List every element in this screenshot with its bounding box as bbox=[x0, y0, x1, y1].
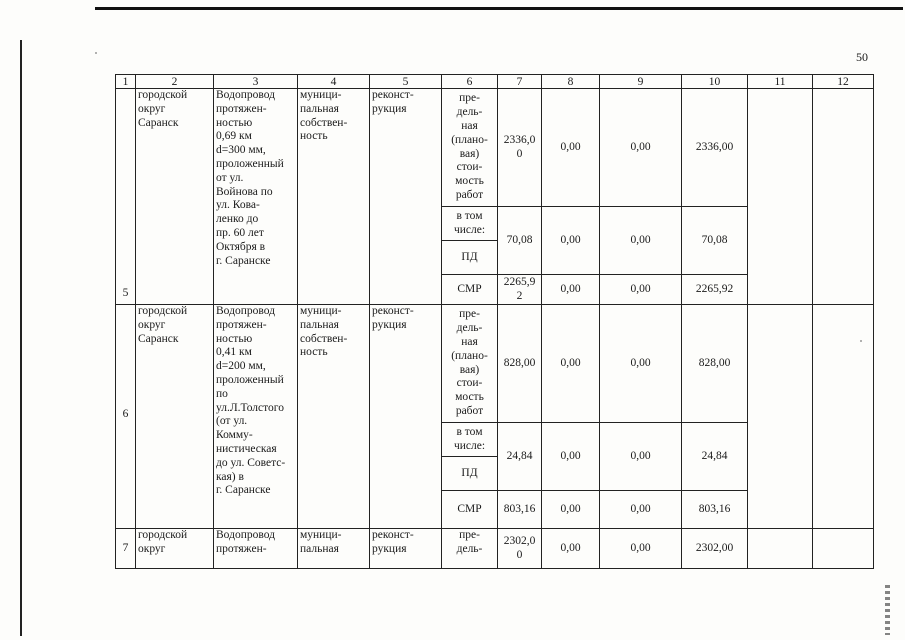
cost-label-cell: пре- дель- ная (плано- вая) стои- мость работ bbox=[442, 89, 498, 207]
table-row bbox=[116, 89, 874, 207]
cost-value-cell: 0,00 bbox=[600, 305, 682, 423]
including-label-cell: в том числе: bbox=[442, 207, 498, 241]
district-cell: городской округ Саранск bbox=[136, 89, 214, 305]
investment-table bbox=[115, 74, 874, 569]
header-row bbox=[116, 75, 874, 89]
smr-value-cell: 0,00 bbox=[542, 275, 600, 305]
district-cell: городской округ bbox=[136, 529, 214, 569]
cost-value-cell: 0,00 bbox=[600, 89, 682, 207]
including-label-cell: в том числе: bbox=[442, 423, 498, 457]
column-number: 2 bbox=[136, 75, 214, 89]
row-number: 6 bbox=[116, 305, 136, 529]
column-number: 12 bbox=[813, 75, 874, 89]
pd-value-cell: 0,00 bbox=[600, 423, 682, 491]
cost-total-cell: 2336,0 0 bbox=[498, 89, 542, 207]
smr-value-cell: 0,00 bbox=[600, 491, 682, 529]
pd-value-cell: 24,84 bbox=[682, 423, 748, 491]
table-row bbox=[116, 529, 874, 569]
empty-cell bbox=[813, 305, 874, 529]
cost-label-cell: пре- дель- bbox=[442, 529, 498, 569]
left-binding-line bbox=[20, 40, 22, 636]
smr-value-cell: 0,00 bbox=[542, 491, 600, 529]
column-number: 7 bbox=[498, 75, 542, 89]
smr-label-cell: СМР bbox=[442, 275, 498, 305]
smr-total-cell: 803,16 bbox=[498, 491, 542, 529]
column-number: 10 bbox=[682, 75, 748, 89]
column-number: 4 bbox=[298, 75, 370, 89]
column-number: 5 bbox=[370, 75, 442, 89]
column-number: 11 bbox=[748, 75, 813, 89]
pd-value-cell: 0,00 bbox=[542, 207, 600, 275]
empty-cell bbox=[748, 305, 813, 529]
object-description-cell: Водопровод протяжен- ностью 0,41 км d=200 мм, проложенный по ул.Л.Толстого (от ул. Комму- нистическая до ул. Советс- кая) в г. Саранске bbox=[214, 305, 298, 529]
empty-cell bbox=[748, 529, 813, 569]
ownership-cell: муници- пальная собствен- ность bbox=[298, 89, 370, 305]
cost-value-cell: 2302,00 bbox=[682, 529, 748, 569]
cost-value-cell: 828,00 bbox=[682, 305, 748, 423]
cost-total-cell: 828,00 bbox=[498, 305, 542, 423]
column-number: 6 bbox=[442, 75, 498, 89]
pd-label-cell: ПД bbox=[442, 457, 498, 491]
smr-value-cell: 803,16 bbox=[682, 491, 748, 529]
pd-value-cell: 0,00 bbox=[542, 423, 600, 491]
column-number: 1 bbox=[116, 75, 136, 89]
column-number: 9 bbox=[600, 75, 682, 89]
cost-total-cell: 2302,0 0 bbox=[498, 529, 542, 569]
column-number: 3 bbox=[214, 75, 298, 89]
row-number: 7 bbox=[116, 529, 136, 569]
cost-value-cell: 0,00 bbox=[542, 529, 600, 569]
work-type-cell: реконст- рукция bbox=[370, 89, 442, 305]
ownership-cell: муници- пальная собствен- ность bbox=[298, 305, 370, 529]
object-description-cell: Водопровод протяжен- bbox=[214, 529, 298, 569]
empty-cell bbox=[813, 529, 874, 569]
page-number: 50 bbox=[856, 50, 868, 64]
scan-edge-artifact bbox=[885, 585, 890, 635]
cost-value-cell: 2336,00 bbox=[682, 89, 748, 207]
pd-value-cell: 70,08 bbox=[498, 207, 542, 275]
empty-cell bbox=[748, 89, 813, 305]
cost-label-cell: пре- дель- ная (плано- вая) стои- мость работ bbox=[442, 305, 498, 423]
cost-value-cell: 0,00 bbox=[542, 305, 600, 423]
pd-value-cell: 24,84 bbox=[498, 423, 542, 491]
object-description-cell: Водопровод протяжен- ностью 0,69 км d=300 мм, проложенный от ул. Войнова по ул. Кова- ленко до пр. 60 лет Октября в г. Саранске bbox=[214, 89, 298, 305]
pd-value-cell: 0,00 bbox=[600, 207, 682, 275]
empty-cell bbox=[813, 89, 874, 305]
ownership-cell: муници- пальная bbox=[298, 529, 370, 569]
cost-value-cell: 0,00 bbox=[600, 529, 682, 569]
smr-total-cell: 2265,9 2 bbox=[498, 275, 542, 305]
district-cell: городской округ Саранск bbox=[136, 305, 214, 529]
table-row bbox=[116, 305, 874, 423]
row-number: 5 bbox=[116, 89, 136, 305]
pd-value-cell: 70,08 bbox=[682, 207, 748, 275]
work-type-cell: реконст- рукция bbox=[370, 529, 442, 569]
smr-value-cell: 2265,92 bbox=[682, 275, 748, 305]
work-type-cell: реконст- рукция bbox=[370, 305, 442, 529]
scan-speck bbox=[95, 52, 97, 54]
top-border-line bbox=[95, 7, 903, 10]
pd-label-cell: ПД bbox=[442, 241, 498, 275]
column-number: 8 bbox=[542, 75, 600, 89]
smr-value-cell: 0,00 bbox=[600, 275, 682, 305]
smr-label-cell: СМР bbox=[442, 491, 498, 529]
cost-value-cell: 0,00 bbox=[542, 89, 600, 207]
